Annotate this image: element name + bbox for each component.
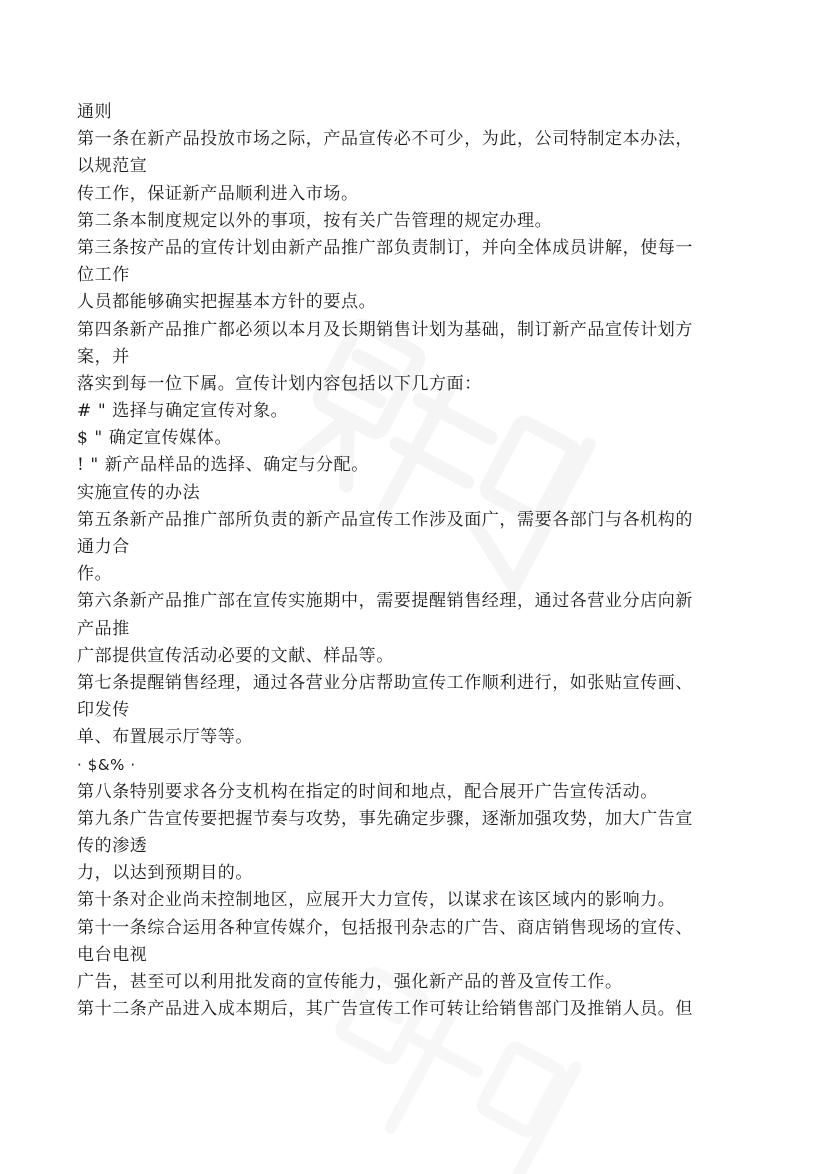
text-line: 通力合 — [77, 537, 130, 557]
text-line: 第四条新产品推广都必须以本月及长期销售计划为基础，制订新产品宣传计划方 — [77, 319, 693, 340]
text-line: 作。 — [77, 564, 113, 585]
section-heading: 通则 — [77, 102, 113, 122]
text-line: 第六条新产品推广部在宣传实施期中，需要提醒销售经理，通过各营业分店向新 — [77, 591, 693, 612]
text-line: 第五条新产品推广部所负责的新产品宣传工作涉及面广，需要各部门与各机构的 — [77, 509, 693, 530]
list-item: # " 选择与确定宣传对象。 — [77, 401, 289, 422]
page-marker: · $&% · — [77, 755, 136, 774]
text-line: 产品推 — [77, 618, 130, 639]
text-line: 第十条对企业尚未控制地区，应展开大力宣传，以谋求在该区域内的影响力。 — [77, 890, 676, 911]
text-line: 位工作 — [77, 265, 130, 286]
text-line: 第一条在新产品投放市场之际，产品宣传必不可少，为此，公司特制定本办法， — [77, 129, 693, 150]
list-item: $ " 确定宣传媒体。 — [77, 428, 233, 449]
text-line: 广部提供宣传活动必要的文献、样品等。 — [77, 645, 394, 666]
text-line: 以规范宣 — [77, 156, 148, 177]
text-line: 电台电视 — [77, 944, 148, 965]
section-heading: 实施宣传的办法 — [77, 482, 201, 503]
text-line: 第三条按产品的宣传计划由新产品推广部负责制订，并向全体成员讲解，使每一 — [77, 237, 693, 258]
text-line: 第九条广告宣传要把握节奏与攻势，事先确定步骤，逐渐加强攻势，加大广告宣 — [77, 808, 693, 829]
text-line: 第十一条综合运用各种宣传媒介，包括报刊杂志的广告、商店销售现场的宣传、 — [77, 917, 693, 938]
text-line: 第十二条产品进入成本期后，其广告宣传工作可转让给销售部门及推销人员。但 — [77, 999, 693, 1020]
document-body — [77, 99, 767, 1023]
text-line: 落实到每一位下属。宣传计划内容包括以下几方面： — [77, 373, 482, 394]
text-line: 传的渗透 — [77, 836, 148, 857]
text-line: 案，并 — [77, 346, 130, 367]
text-line: 力，以达到预期目的。 — [77, 863, 253, 884]
text-line: 印发传 — [77, 700, 130, 721]
text-line: 单、布置展示厅等等。 — [77, 727, 253, 748]
text-line: 传工作，保证新产品顺利进入市场。 — [77, 183, 359, 204]
text-line: 广告，甚至可以利用批发商的宣传能力，强化新产品的普及宣传工作。 — [77, 972, 623, 992]
text-line: 第二条本制度规定以外的事项，按有关广告管理的规定办理。 — [77, 210, 553, 231]
list-item: ! " 新产品样品的选择、确定与分配。 — [77, 455, 369, 476]
text-line: 第七条提醒销售经理，通过各营业分店帮助宣传工作顺利进行，如张贴宣传画、 — [77, 672, 693, 693]
text-line: 人员都能够确实把握基本方针的要点。 — [77, 292, 377, 313]
text-line: 第八条特别要求各分支机构在指定的时间和地点，配合展开广告宣传活动。 — [77, 781, 658, 802]
